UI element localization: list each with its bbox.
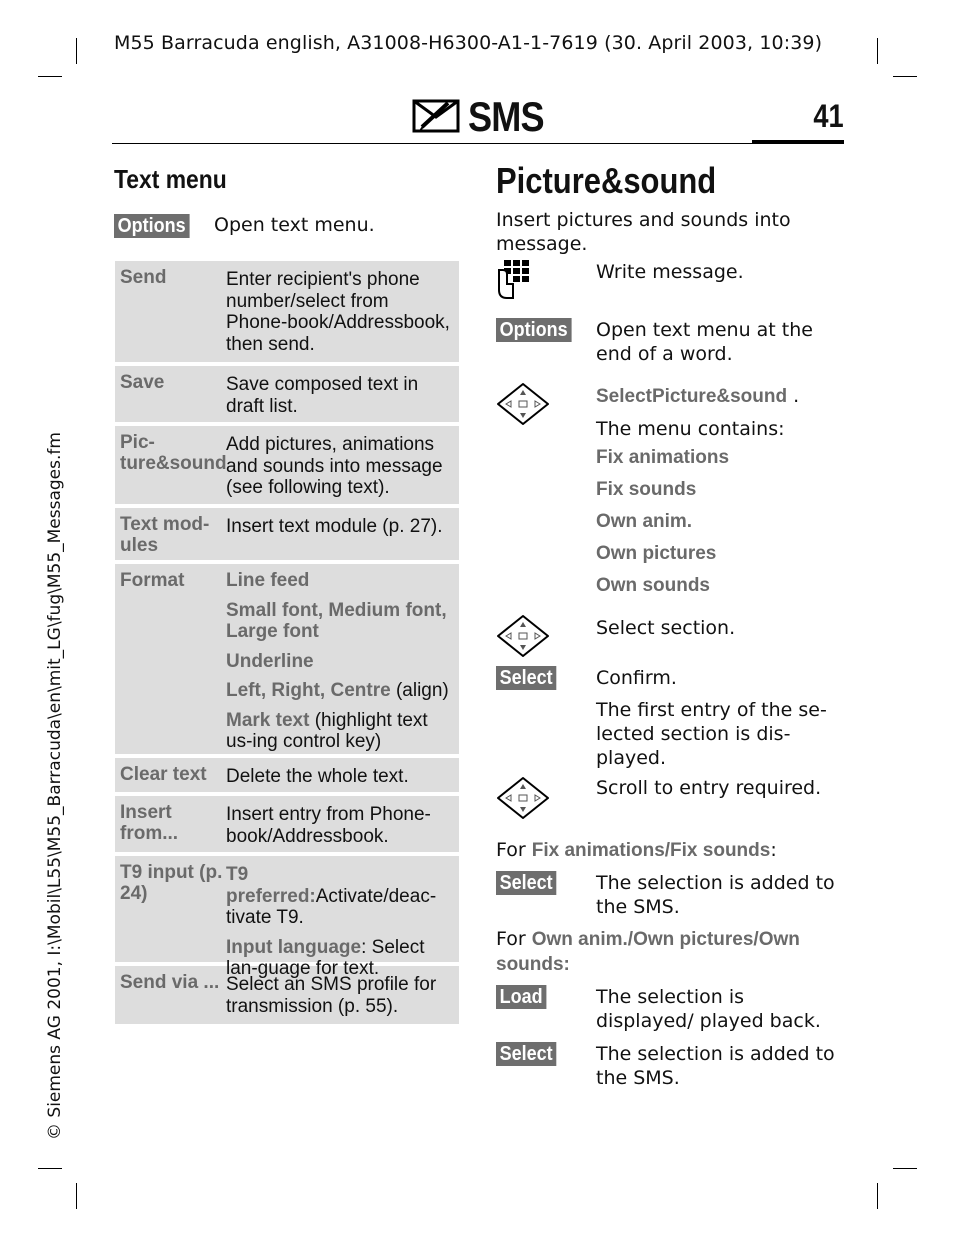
step-load (496, 985, 846, 1033)
row-description: T9 preferred:Activate/deac-tivate T9. Input language: Select lan-guage for text. (226, 864, 437, 979)
row-label: Clear text (120, 764, 207, 785)
load-softkey: Load (496, 985, 546, 1009)
text-menu-table (115, 261, 459, 1028)
for-fix-line: For Fix animations/Fix sounds: (496, 839, 777, 861)
menu-item: Own sounds (596, 575, 710, 596)
options-softkey (114, 214, 198, 238)
table-row (115, 508, 459, 560)
row-label: Send (120, 267, 167, 288)
row-label: T9 input (p. 24) (120, 862, 223, 904)
picture-sound-heading: Picture&sound (496, 160, 717, 201)
options-softkey-label: Options (114, 214, 189, 238)
first-entry-note: The first entry of the se-lected section is dis-played. (596, 699, 827, 769)
table-row (115, 426, 459, 504)
header-rule-thick (752, 140, 844, 144)
crop-mark (877, 1183, 878, 1209)
table-row (115, 856, 459, 979)
step-select-own (496, 1042, 846, 1090)
row-description: Enter recipient's phone number/select from Phone-book/Addressbook, then send. (226, 269, 450, 355)
table-row (115, 796, 459, 852)
scroll-description: Scroll to entry required. (596, 777, 822, 799)
table-row (115, 758, 459, 792)
navigation-key-icon (496, 382, 596, 430)
navigation-key-icon (496, 614, 596, 662)
select-softkey: Select (496, 871, 556, 895)
header-rule (112, 143, 752, 144)
step-select-section (496, 614, 846, 662)
options-description: Open text menu. (214, 214, 375, 236)
row-description: Insert entry from Phone-book/Addressbook. (226, 804, 431, 847)
text-menu-heading: Text menu (114, 164, 227, 194)
menu-item: Fix sounds (596, 479, 697, 500)
row-label: Insert from... (120, 802, 179, 844)
row-description: Delete the whole text. (226, 766, 409, 787)
keypad-hand-icon (496, 260, 596, 304)
crop-mark (76, 1183, 77, 1209)
step-select-picture: SelectPicture&sound . The menu contains: (496, 382, 846, 441)
select-softkey: Select (496, 666, 556, 690)
table-row (115, 261, 459, 362)
menu-item: Fix animations (596, 447, 730, 468)
row-label: Pic-ture&sound (120, 432, 227, 474)
for-own-line: For Own anim./Own pictures/Own sounds: (496, 928, 800, 975)
table-row (115, 366, 459, 422)
options-description: Open text menu at the end of a word. (596, 319, 813, 365)
row-label: Format (120, 570, 185, 591)
select-own-description: The selection is added to the SMS. (596, 1043, 835, 1089)
row-description: Save composed text in draft list. (226, 374, 419, 417)
row-description: Select an SMS profile for transmission (p. 55). (226, 974, 437, 1017)
load-description: The selection is displayed/ played back. (596, 986, 821, 1032)
row-description: Add pictures, animations and sounds into message (see following text). (226, 434, 443, 498)
step-write (496, 260, 846, 304)
select-softkey: Select (496, 1042, 556, 1066)
step-confirm (496, 666, 846, 770)
crop-mark (893, 76, 917, 77)
picture-sound-section (496, 160, 846, 1090)
envelope-pen-icon (412, 97, 460, 137)
chapter-title: SMS (468, 93, 544, 140)
row-label: Save (120, 372, 165, 393)
confirm-description: Confirm. (596, 667, 677, 689)
page-number: 41 (813, 98, 844, 134)
menu-item: Own anim. (596, 511, 693, 532)
crop-mark (38, 76, 62, 77)
select-section-description: Select section. (596, 617, 736, 639)
picture-sound-menu (496, 442, 846, 602)
row-description: Line feed Small font, Medium font, Large font Underline Left, Right, Centre (align) Mark text (highlight text us-ing control key) (226, 570, 449, 752)
step-select-fix (496, 871, 846, 919)
navigation-key-icon (496, 776, 596, 824)
menu-contains: The menu contains: (596, 418, 785, 440)
document-header: M55 Barracuda english, A31008-H6300-A1-1-7619 (30. April 2003, 10:39) (114, 32, 823, 54)
step-options (496, 318, 846, 366)
write-description: Write message. (596, 261, 744, 283)
table-row (115, 564, 459, 754)
crop-mark (76, 38, 77, 64)
options-softkey: Options (496, 318, 571, 342)
menu-item: Own pictures (596, 543, 717, 564)
intro-text: Insert pictures and sounds into message. (496, 209, 791, 255)
row-label: Send via ... (120, 972, 220, 993)
crop-mark (893, 1168, 917, 1169)
select-fix-description: The selection is added to the SMS. (596, 872, 835, 918)
crop-mark (877, 38, 878, 64)
crop-mark (38, 1168, 62, 1169)
side-copyright: © Siemens AG 2001, I:\Mobil\L55\M55_Barracuda\en\mit_LG\fug\M55_Messages.fm (45, 432, 65, 1140)
row-label: Text mod-ules (120, 514, 210, 556)
step-scroll (496, 776, 846, 824)
chapter-heading (412, 92, 556, 142)
row-description: Insert text module (p. 27). (226, 516, 443, 537)
table-row (115, 966, 459, 1024)
